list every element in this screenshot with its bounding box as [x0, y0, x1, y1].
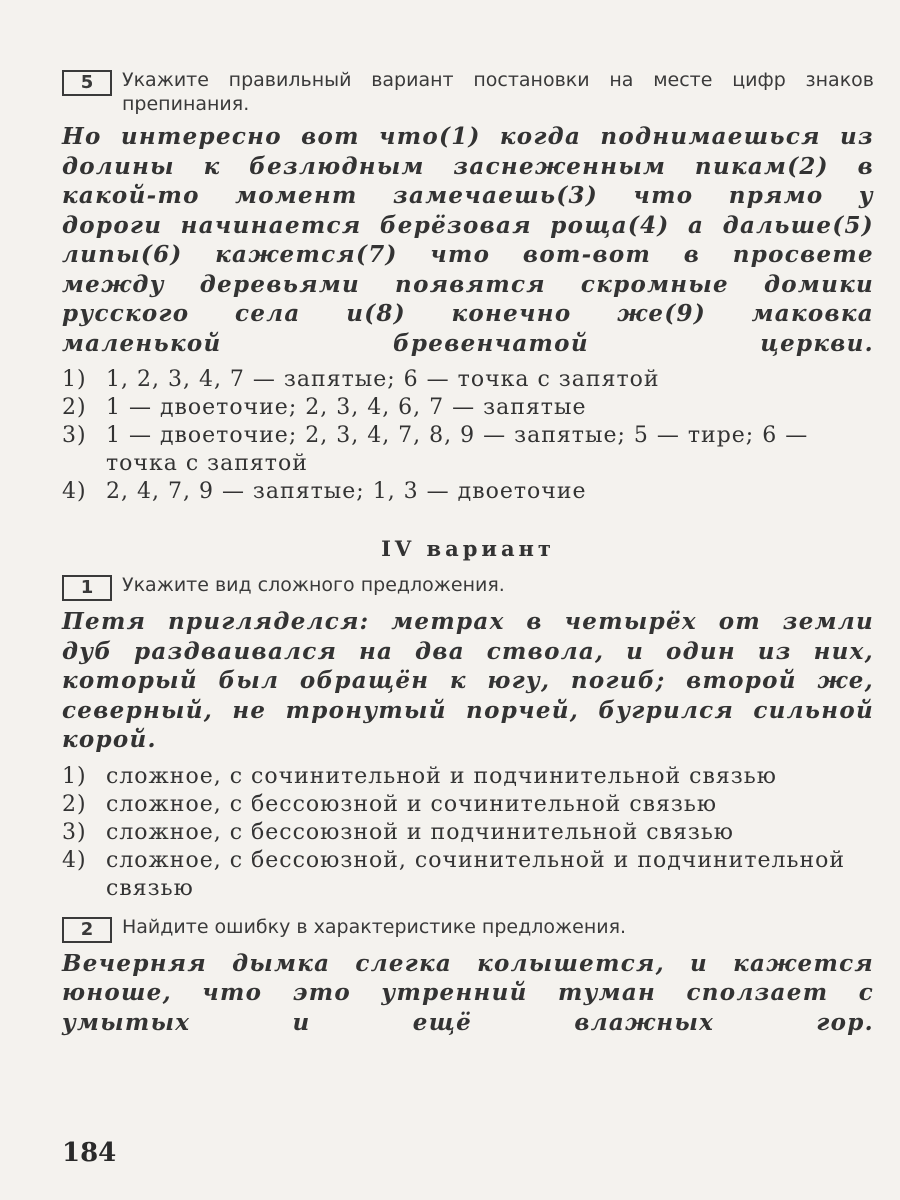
- page-content: [62, 68, 874, 1045]
- task-5-option-3: [62, 422, 874, 478]
- option-text: 1 — двоеточие; 2, 3, 4, 7, 8, 9 — запятые; 5 — тире; 6 — точка с запятой: [106, 423, 809, 476]
- task-5-option-2: [62, 394, 874, 422]
- option-number: 1): [62, 763, 87, 789]
- task-1-number-box: 1: [62, 575, 112, 601]
- task-5-number-box: 5: [62, 70, 112, 96]
- task-5-instruction: Укажите правильный вариант постановки на месте цифр знаков препинания.: [122, 69, 874, 115]
- option-number: 4): [62, 847, 87, 873]
- option-text: сложное, с бессоюзной и подчинительной связью: [106, 819, 734, 845]
- task-1-option-2: [62, 791, 874, 819]
- option-number: 3): [62, 423, 87, 448]
- task-1-instruction: Укажите вид сложного предложения.: [122, 574, 505, 596]
- task-5-option-1: [62, 366, 874, 394]
- option-number: 1): [62, 367, 87, 392]
- option-text: 1 — двоеточие; 2, 3, 4, 6, 7 — запятые: [106, 395, 587, 420]
- page-number: 184: [62, 1138, 117, 1168]
- task-5-option-4: [62, 478, 874, 506]
- task-1-passage: Петя пригляделся: метрах в четырёх от земли дуб раздваивался на два ствола, и один из них, который был обращён к югу, погиб; второй же, северный, не тронутый порчей, бугрился сильной корой.: [62, 608, 874, 753]
- option-number: 2): [62, 791, 87, 817]
- task-5-passage: Но интересно вот что(1) когда поднимаешься из долины к безлюдным заснеженным пикам(2) в какой-то момент замечаешь(3) что прямо у дороги начинается берёзовая роща(4) а дальше(5) липы(6) кажется(7) что вот-вот в просвете между деревьями появятся скромные домики русского села и(8) конечно же(9) маковка маленькой бревенчатой церкви.: [62, 123, 874, 357]
- task-1-option-3: [62, 819, 874, 847]
- task-2-passage: Вечерняя дымка слегка колышется, и кажется юноше, что это утренний туман сползает с умытых и ещё влажных гор.: [62, 949, 874, 1036]
- option-text: сложное, с бессоюзной, сочинительной и подчинительной связью: [106, 847, 846, 901]
- variant-title: IV вариант: [381, 536, 555, 561]
- option-number: 2): [62, 395, 87, 420]
- task-1-option-4: [62, 847, 874, 903]
- task-1-header: [62, 573, 874, 601]
- option-number: 3): [62, 819, 87, 845]
- task-2-header: [62, 915, 874, 943]
- option-text: 1, 2, 3, 4, 7 — запятые; 6 — точка с запятой: [106, 367, 660, 392]
- task-1-option-1: [62, 763, 874, 791]
- option-text: сложное, с сочинительной и подчинительной связью: [106, 763, 777, 789]
- task-2-number-box: 2: [62, 917, 112, 943]
- option-number: 4): [62, 479, 87, 504]
- option-text: 2, 4, 7, 9 — запятые; 1, 3 — двоеточие: [106, 479, 587, 504]
- task-2-instruction: Найдите ошибку в характеристике предложения.: [122, 915, 627, 938]
- task-5-header: [62, 68, 874, 116]
- option-text: сложное, с бессоюзной и сочинительной связью: [106, 791, 718, 817]
